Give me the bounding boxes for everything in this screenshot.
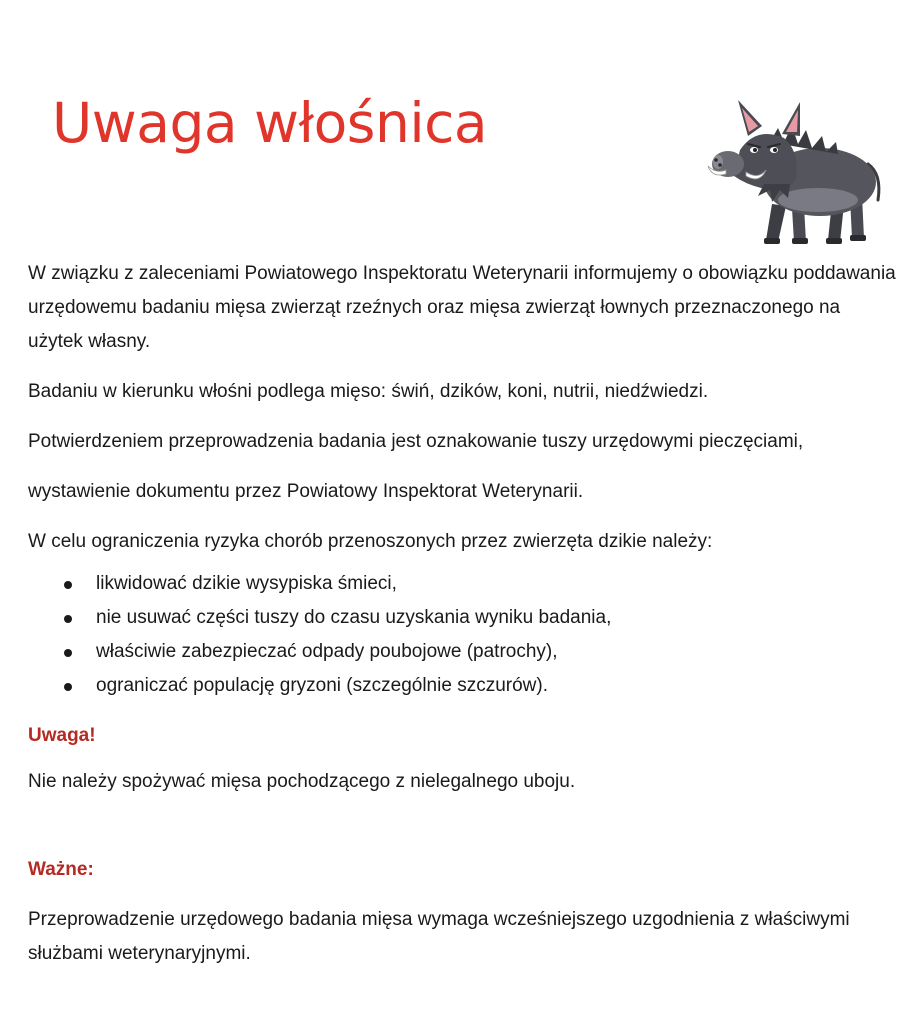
list-item (28, 567, 898, 601)
list-item-text: likwidować dzikie wysypiska śmieci, (96, 573, 397, 594)
important-heading: Ważne: (28, 859, 94, 880)
list-item-text: nie usuwać części tuszy do czasu uzyskania wyniku badania, (96, 607, 612, 628)
confirmation-paragraph-continued: wystawienie dokumentu przez Powiatowy Inspektorat Weterynarii. (28, 481, 584, 502)
list-item-text: ograniczać populację gryzoni (szczególnie szczurów). (96, 675, 548, 696)
list-item (28, 669, 898, 703)
confirmation-paragraph: Potwierdzeniem przeprowadzenia badania jest oznakowanie tuszy urzędowymi pieczęciami, (28, 431, 804, 452)
bullet-icon (64, 581, 72, 589)
bullet-icon (64, 649, 72, 657)
intro-paragraph: W związku z zaleceniami Powiatowego Inspektoratu Weterynarii informujemy o obowiązku poddawania urzędowemu badaniu mięsa zwierząt rzeźnych oraz mięsa zwierząt łownych przeznaczonego na użytek własny. (28, 263, 896, 352)
prevention-intro: W celu ograniczenia ryzyka chorób przenoszonych przez zwierzęta dzikie należy: (28, 531, 713, 552)
warning-heading: Uwaga! (28, 725, 96, 746)
warning-text: Nie należy spożywać mięsa pochodzącego z nielegalnego uboju. (28, 771, 576, 792)
wild-boar-illustration (700, 92, 890, 252)
meat-types-paragraph: Badaniu w kierunku włośni podlega mięso: świń, dzików, koni, nutrii, niedźwiedzi. (28, 381, 709, 402)
bullet-icon (64, 615, 72, 623)
bullet-icon (64, 683, 72, 691)
page-title: Uwaga włośnica (52, 91, 488, 155)
list-item (28, 635, 898, 669)
list-item-text: właściwie zabezpieczać odpady poubojowe (patrochy), (96, 641, 558, 662)
notice-body (28, 257, 898, 971)
important-text: Przeprowadzenie urzędowego badania mięsa wymaga wcześniejszego uzgodnienia z właściwymi służbami weterynaryjnymi. (28, 909, 850, 964)
prevention-list (28, 567, 898, 703)
list-item (28, 601, 898, 635)
